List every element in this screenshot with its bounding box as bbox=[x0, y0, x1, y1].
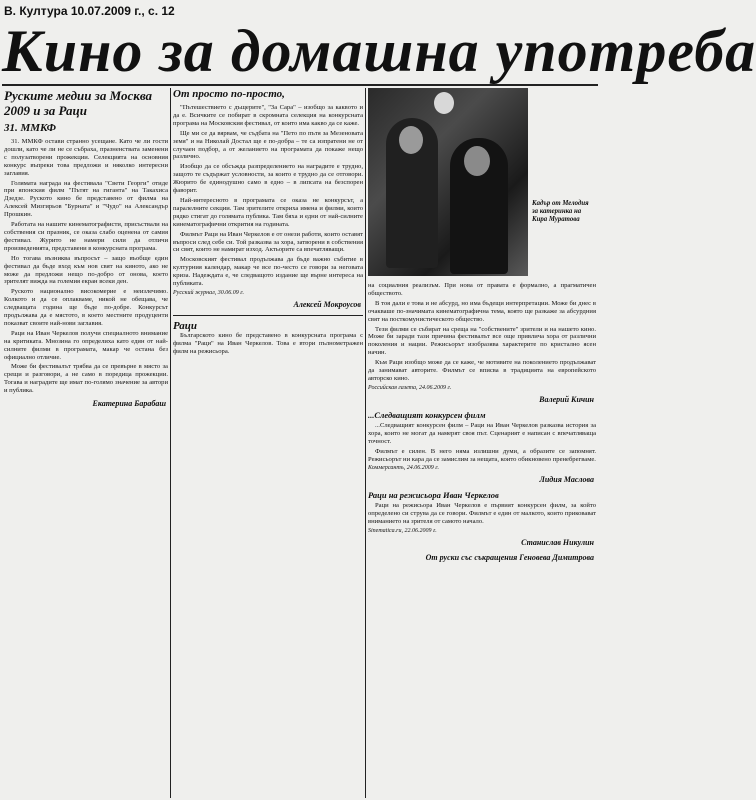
section-divider bbox=[173, 315, 363, 316]
right-signature: Лидия Маслова bbox=[539, 475, 594, 485]
page-header: В. Култура 10.07.2009 г., с. 12 bbox=[4, 4, 175, 18]
film-still-image bbox=[368, 88, 528, 276]
left-paragraph: Раци на Иван Черкелов получи специалното внимание на критиката. Мнозина го определиха като един от най-силните филми в програмата, макар че остана без официално отличие. bbox=[4, 329, 168, 361]
left-lead: 31. ММКФ bbox=[4, 122, 56, 134]
middle-paragraph: "Пътешествието с дъщерите", "За Сара" – изобщо за каквото и да е. Всичките се побират в скромната селекция на конкурсната програма на Московския фестивал, от които има какво да се каже. bbox=[173, 104, 363, 127]
middle-paragraph: Филмът Раци на Иван Черкелов е от онези работи, които оставят въпроси след себе си. Той разказва за хора, затворени в собствения си свят, които не намират изход. Актьорите са впечатляващи. bbox=[173, 230, 363, 254]
right-paragraph: Филмът е силен. В него няма излишни думи, а образите се запомнят. Режисьорът ни кара да се замислим за нещата, които обикновено пренебрегваме. bbox=[368, 447, 596, 463]
middle-signature: Алексей Мокроусов bbox=[293, 299, 361, 309]
title-rule bbox=[2, 84, 598, 86]
middle-source: Русский журнал, 30.06.09 г. bbox=[173, 289, 244, 296]
column-divider bbox=[365, 88, 366, 798]
middle-lower-title: Раци bbox=[173, 319, 198, 332]
left-paragraph: Голямата награда на фестивала "Свети Георги" отиде при японския филм "Пътят на гиганта" на Такахиса Дзедзе. Руското кино бе представено от филма на Алексей Мизгирьов "Бурната" и "Чудо" на Александър Прошкин. bbox=[4, 179, 168, 219]
left-paragraph: Работата на нашите кинематографисти, присъствали на собствения си празник, се оказа слабо оценена от самия фестивал. Журито не намери сили да отличи произведенията, представени в конкурсната програма. bbox=[4, 221, 168, 252]
article-title: Кино за домашна употреба bbox=[2, 18, 756, 84]
middle-paragraph: Ще ми се да вярвам, че съдбата на "Пето по пътя за Мезеновата земя" и на Николай Достал ще е по-добра – те са изпратени не от случаен подбор, а от желанието на програмата да покаже нещо различно. bbox=[173, 129, 363, 161]
right-signature: Валерий Кичин bbox=[539, 394, 594, 404]
left-paragraph: Може би фестивалът трябва да се превърне в място за срещи и разговори, а не само в поредица прожекции. Тогава и наградите ще имат по-голямо значение за автори и публика. bbox=[4, 363, 168, 395]
right-source: Коммерсантъ, 24.06.2009 г. bbox=[368, 465, 440, 472]
left-paragraph: 31. ММКФ остави странно усещане. Като че ли гости дошли, като че ли не се събраха, празненствата заменени с полузатворени прожекции. Селекцията на основния конкурс въпреки това предложи и няколко интересни заглавия. bbox=[4, 138, 168, 177]
right-source: Sinematica.ru, 22.06.2009 г. bbox=[368, 528, 437, 535]
right-subhead: ...Следващият конкурсен филм bbox=[368, 409, 486, 420]
right-paragraph: В тоя дали е това и не абсурд, но има бъдещи интерпретации. Може би днес в очакваше по-значимата кинематографична тема, която ще разкаже за абсурдния свят на посткомунистическото общество. bbox=[368, 299, 596, 323]
right-lower-text bbox=[368, 282, 596, 798]
left-paragraph: Руското национално високомерие е неизлечимо. Колкото и да се оплакваме, никой не обещава, че следващата година ще бъде по-добре. Конкурсът продължава да е мястото, в което местните продуценти показват своите най-нови заглавия. bbox=[4, 288, 168, 327]
right-column bbox=[368, 88, 596, 798]
translator-credit: От руски със съкращения Геновева Димитрова bbox=[425, 553, 594, 563]
right-subhead: Раци на режисьора Иван Черкелов bbox=[368, 490, 499, 501]
right-source: Российская газета, 24.06.2009 г. bbox=[368, 384, 452, 391]
right-signature: Станислав Никулин bbox=[521, 538, 594, 548]
left-column bbox=[4, 88, 168, 724]
right-paragraph: Тези филми се събират на среща на "собствените" зрители и на нашето кино. Може би заради тази причина фестивалът все още привлича хора от различни поколения и нации. Режисьорът изобразява характерите по кристално ясен начин. bbox=[368, 325, 596, 357]
right-paragraph: Раци на режисьора Иван Черкелов е първият конкурсен филм, за който определено си струва да се говори. Филмът е един от малкото, които приковават вниманието на зрителя от самото начало. bbox=[368, 502, 596, 526]
middle-kicker: От просто по-просто, bbox=[173, 88, 285, 100]
right-paragraph: Към Раци изобщо може да се каже, че мотивите на поколението продължават да занимават авторите. Филмът се вписва в традицията на европейското авторско кино. bbox=[368, 359, 596, 382]
left-paragraph: Но тогава възниква въпросът – защо въобще един фестивал да бъде вход към нов свят на киното, ако не може да предложи нещо по-добро от онова, което зрителят вижда на големия екран всеки ден. bbox=[4, 254, 168, 286]
right-paragraph: на социалния реализъм. При нова от правата е формално, а прагматичен обществото. bbox=[368, 282, 596, 297]
photo-caption: Кадър от Мелодия за катеринка на Кира Муратова bbox=[532, 200, 589, 223]
middle-column bbox=[173, 88, 363, 798]
right-paragraph: ...Следващият конкурсен филм – Раци на Иван Черкелов разказва история за хора, които не могат да намерят своя път. Сценарият е написан с впечатляваща точност. bbox=[368, 421, 596, 445]
middle-lower-paragraph: Българското кино бе представено в конкурсната програма с филма "Раци" на Иван Черкелов. Това е втори пълнометражен филм на режисьора. bbox=[173, 331, 363, 355]
middle-paragraph: Най-интересното в програмата се оказа не конкурсът, а паралелните секции. Там зрителите откриха имена и филми, които рядко стигат до голямата публика. Там бяха и едни от най-силните кинематографични открития на годината. bbox=[173, 196, 363, 228]
left-signature: Екатерина Барабаш bbox=[92, 399, 166, 409]
middle-paragraph: Московският фестивал продължава да бъде важно събитие в културния календар, макар че все по-често се говори за неговата криза. Надеждата е, че следващото издание ще върне интереса на публиката. bbox=[173, 256, 363, 288]
column-divider bbox=[170, 88, 171, 798]
middle-paragraph: Изобщо да се обсъжда разпределението на наградите е трудно, защото те съдържат условности, за които е трудно да се отговори. Жюрито бе единодушно само в едно – в липсата на безспорен фаворит. bbox=[173, 163, 363, 195]
left-headline: Руските медии за Москва 2009 и за Раци bbox=[4, 88, 153, 118]
